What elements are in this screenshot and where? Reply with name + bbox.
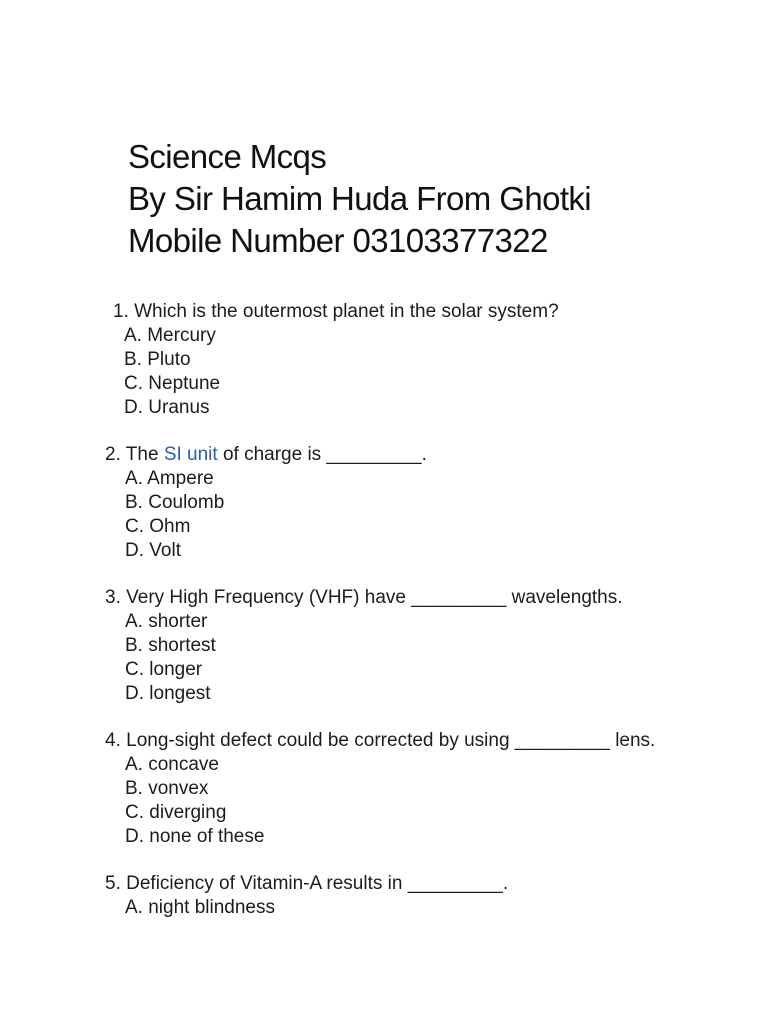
option-b: B. Pluto [124, 349, 191, 370]
question-2 [105, 443, 427, 563]
question-1 [113, 300, 559, 420]
option-d: D. Uranus [124, 397, 210, 418]
question-stem: 5. Deficiency of Vitamin-A results in _________. [105, 873, 509, 894]
question-4 [105, 729, 655, 849]
option-c: C. longer [125, 659, 203, 680]
option-c: C. diverging [125, 802, 227, 823]
question-stem: 4. Long-sight defect could be corrected by using _________ lens. [105, 730, 656, 751]
option-a: A. concave [125, 754, 219, 775]
option-a: A. Mercury [124, 325, 216, 346]
option-a: A. night blindness [125, 897, 275, 918]
document-header [128, 136, 591, 262]
option-b: B. vonvex [125, 778, 209, 799]
question-5 [105, 872, 508, 920]
question-stem [105, 443, 427, 467]
si-unit-link[interactable]: SI unit [163, 444, 218, 465]
question-stem: 3. Very High Frequency (VHF) have _________ wavelengths. [105, 587, 623, 608]
option-b: B. Coulomb [125, 492, 225, 513]
option-b: B. shortest [125, 635, 216, 656]
contact-line: Mobile Number 03103377322 [128, 222, 548, 259]
question-stem: 1. Which is the outermost planet in the solar system? [113, 301, 559, 322]
stem-prefix: 2. The [105, 444, 164, 465]
option-d: D. Volt [125, 540, 181, 561]
author-line: By Sir Hamim Huda From Ghotki [128, 180, 592, 217]
stem-suffix: of charge is _________. [217, 444, 427, 465]
option-d: D. none of these [125, 826, 265, 847]
option-a: A. Ampere [125, 468, 214, 489]
option-a: A. shorter [125, 611, 208, 632]
option-c: C. Ohm [125, 516, 191, 537]
question-3 [105, 586, 623, 706]
option-c: C. Neptune [124, 373, 221, 394]
page-title: Science Mcqs [128, 138, 327, 175]
option-d: D. longest [125, 683, 211, 704]
